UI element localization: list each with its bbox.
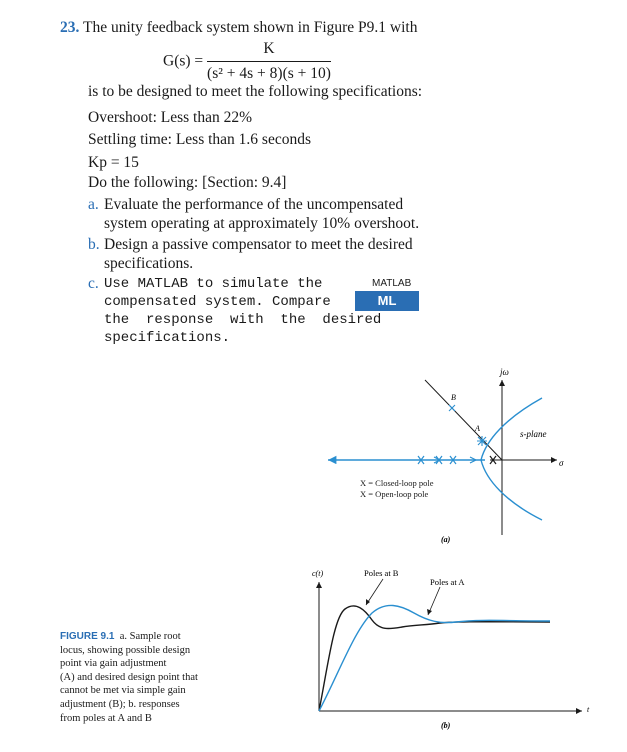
item-a-line1: Evaluate the performance of the uncompensated	[104, 196, 404, 213]
item-c-line3: the response with the desired	[104, 312, 382, 328]
designed-line: is to be designed to meet the following specifications:	[88, 83, 423, 100]
caption-text-0: a. Sample root	[119, 631, 181, 642]
problem-number: 23.	[60, 19, 80, 36]
spec-settling: Settling time: Less than 1.6 seconds	[88, 131, 312, 148]
transfer-function	[163, 39, 331, 84]
figure-caption	[60, 630, 220, 725]
sigma-label: σ	[559, 458, 564, 468]
root-locus-figure	[310, 360, 610, 550]
caption-line-0	[60, 630, 220, 644]
item-b-line2: specifications.	[104, 255, 194, 272]
item-c-marker: c.	[88, 275, 99, 292]
item-a-marker: a.	[88, 196, 99, 213]
ml-badge: ML	[355, 291, 419, 311]
item-c-line1: Use MATLAB to simulate the	[104, 276, 323, 292]
point-a-marker	[477, 436, 487, 446]
locus-branch-lower	[481, 460, 542, 520]
caption-line-2: point via gain adjustment	[60, 658, 167, 670]
caption-line-3: (A) and desired design point that	[60, 671, 198, 683]
spec-overshoot: Overshoot: Less than 22%	[88, 109, 253, 126]
ct-label: c(t)	[312, 569, 324, 578]
legend-open: X = Open-loop pole	[360, 489, 429, 499]
problem-intro: The unity feedback system shown in Figure P9.1 with	[82, 19, 418, 36]
panel-a-label: (a)	[441, 535, 451, 544]
legend-closed: X = Closed-loop pole	[360, 478, 434, 488]
point-b-label: B	[451, 393, 456, 402]
gs-denominator: (s² + 4s + 8)(s + 10)	[207, 65, 331, 82]
response-a-curve	[319, 605, 550, 711]
item-b-marker: b.	[88, 236, 100, 253]
poles-b-label: Poles at B	[364, 568, 399, 578]
gs-numerator: K	[207, 39, 331, 62]
splane-label: s-plane	[520, 429, 547, 439]
poles-a-label: Poles at A	[430, 577, 465, 587]
caption-line-4: cannot be met via simple gain	[60, 685, 186, 697]
caption-label: FIGURE 9.1	[60, 631, 115, 642]
caption-line-1: locus, showing possible design	[60, 644, 191, 656]
spec-kp: Kp = 15	[88, 154, 139, 171]
point-b-marker	[449, 405, 455, 411]
jw-label: jω	[500, 367, 509, 377]
damping-ratio-line	[425, 380, 502, 460]
item-c-line4: specifications.	[104, 330, 231, 346]
point-a-label: A	[475, 424, 480, 433]
gs-fraction	[207, 39, 331, 84]
matlab-label: MATLAB	[372, 278, 412, 289]
do-following: Do the following: [Section: 9.4]	[88, 174, 287, 191]
caption-line-5: adjustment (B); b. responses	[60, 698, 180, 710]
item-a-line2: system operating at approximately 10% overshoot.	[104, 215, 420, 232]
step-response-figure	[310, 565, 610, 735]
gs-lhs: G(s) =	[163, 52, 204, 70]
problem-header	[60, 18, 420, 38]
t-label: t	[587, 705, 590, 714]
item-c-line2: compensated system. Compare	[104, 294, 331, 310]
item-b-line1: Design a passive compensator to meet the desired	[104, 236, 413, 253]
panel-b-label: (b)	[441, 721, 451, 730]
caption-line-6: from poles at A and B	[60, 712, 152, 724]
